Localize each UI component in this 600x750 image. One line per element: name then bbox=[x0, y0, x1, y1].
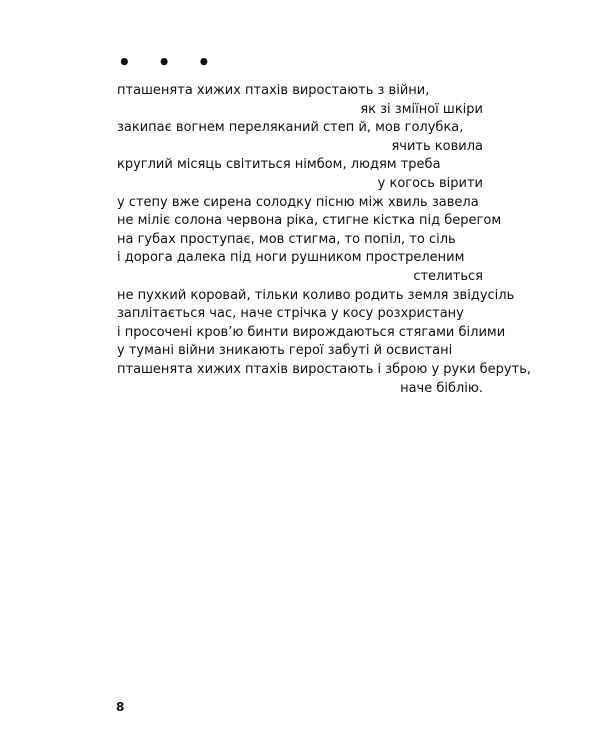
poem-line: на губах проступає, мов стигма, то попіл, то сіль bbox=[117, 231, 456, 247]
poem-line: і дорога далека під ноги рушником простреленим bbox=[117, 250, 465, 266]
poem-line: у когось вірити bbox=[377, 175, 483, 191]
poem-line: круглий місяць світиться німбом, людям треба bbox=[117, 157, 441, 173]
poem-line: наче біблію. bbox=[400, 380, 483, 396]
poem-body bbox=[117, 82, 531, 398]
poem-line: стелиться bbox=[413, 268, 483, 284]
poem-line: як зі зміїної шкіри bbox=[360, 101, 483, 117]
section-marker-dots: • • • bbox=[118, 50, 221, 74]
poem-line: пташенята хижих птахів виростають і зброю у руки беруть, bbox=[117, 361, 531, 377]
poem-line: не пухкий коровай, тільки коливо родить земля звідусіль bbox=[117, 287, 515, 303]
poem-line: у степу вже сирена солодку пісню між хвиль завела bbox=[117, 194, 479, 210]
page-number: 8 bbox=[116, 700, 125, 714]
poem-line: у тумані війни зникають герої забуті й освистані bbox=[117, 343, 453, 359]
poem-line: закипає вогнем переляканий степ й, мов голубка, bbox=[117, 120, 464, 136]
poem-line: ячить ковила bbox=[391, 138, 483, 154]
poem-line: заплітається час, наче стрічка у косу розхристану bbox=[117, 306, 464, 322]
poem-line: не міліє солона червона ріка, стигне кістка під берегом bbox=[117, 213, 502, 229]
poem-line: і просочені кров’ю бинти вирождаються стягами білими bbox=[117, 324, 506, 340]
poem-line: пташенята хижих птахів виростають з війни, bbox=[117, 83, 430, 98]
